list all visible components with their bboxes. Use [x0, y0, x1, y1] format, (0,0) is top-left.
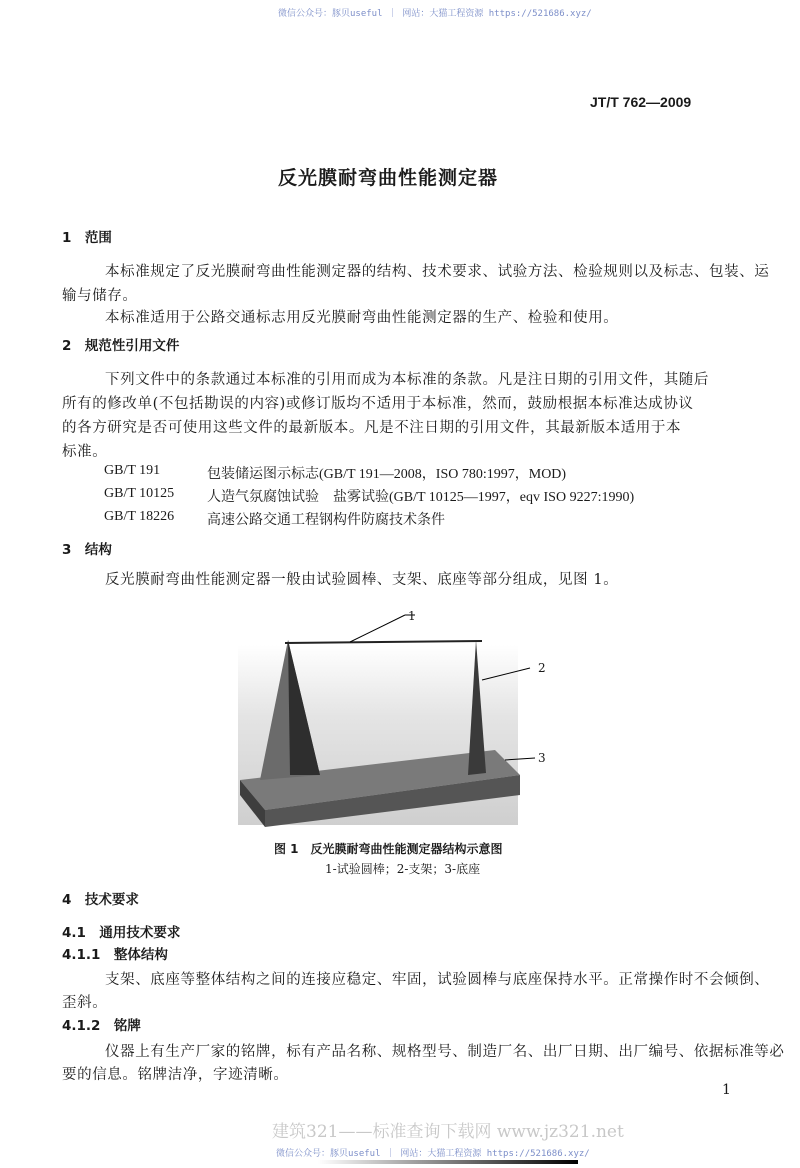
- paragraph: 所有的修改单(不包括勘误的内容)或修订版均不适用于本标准，然而，鼓励根据本标准达成协议: [62, 396, 694, 412]
- section-3-heading: 3 结构: [62, 542, 112, 558]
- paragraph: 反光膜耐弯曲性能测定器一般由试验圆棒、支架、底座等部分组成，见图 1。: [105, 572, 619, 588]
- ref-code: GB/T 191: [104, 463, 161, 478]
- ref-title: 人造气氛腐蚀试验 盐雾试验(GB/T 10125—1997，eqv ISO 9227:1990): [207, 490, 635, 505]
- section-2-heading: 2 规范性引用文件: [62, 338, 180, 354]
- ref-code: GB/T 18226: [104, 509, 175, 524]
- paragraph: 支架、底座等整体结构之间的连接应稳定、牢固，试验圆棒与底座保持水平。正常操作时不会倾倒、: [105, 972, 770, 988]
- paragraph: 的各方研究是否可使用这些文件的最新版本。凡是不注日期的引用文件，其最新版本适用于本: [62, 420, 682, 436]
- figure-label-2: 2: [538, 661, 546, 675]
- paragraph: 标准。: [62, 444, 108, 460]
- section-4-1-2-heading: 4.1.2 铭牌: [62, 1018, 141, 1034]
- watermark-bottom: 建筑321——标准查询下载网 www.jz321.net: [272, 1122, 624, 1142]
- ref-title: 高速公路交通工程钢构件防腐技术条件: [207, 513, 445, 528]
- page-title: 反光膜耐弯曲性能测定器: [278, 167, 499, 189]
- paragraph: 仪器上有生产厂家的铭牌，标有产品名称、规格型号、制造厂名、出厂日期、出厂编号、依据标准等必: [105, 1044, 785, 1060]
- section-1-heading: 1 范围: [62, 230, 112, 246]
- watermark-top: 微信公众号：豚贝useful ｜ 网站：大猫工程资源 https://521686.xyz/: [278, 9, 592, 19]
- paragraph: 本标准适用于公路交通标志用反光膜耐弯曲性能测定器的生产、检验和使用。: [105, 310, 619, 326]
- figure-label-1: 1: [408, 609, 416, 623]
- figure-caption: 图 1 反光膜耐弯曲性能测定器结构示意图: [274, 842, 503, 856]
- ref-code: GB/T 10125: [104, 486, 175, 501]
- paragraph: 本标准规定了反光膜耐弯曲性能测定器的结构、技术要求、试验方法、检验规则以及标志、包装、运: [105, 264, 770, 280]
- watermark-bottom-2: 微信公众号：豚贝useful ｜ 网站：大猫工程资源 https://521686.xyz/: [276, 1149, 590, 1159]
- standard-number: JT/T 762—2009: [590, 94, 692, 110]
- section-4-heading: 4 技术要求: [62, 892, 139, 908]
- page-number: 1: [722, 1082, 731, 1098]
- paragraph: 要的信息。铭牌洁净，字迹清晰。: [62, 1067, 289, 1083]
- paragraph: 歪斜。: [62, 995, 108, 1011]
- figure-label-3: 3: [538, 751, 546, 765]
- scan-edge: [318, 1160, 578, 1164]
- test-rod: [285, 641, 482, 643]
- paragraph: 输与储存。: [62, 288, 138, 304]
- section-4-1-heading: 4.1 通用技术要求: [62, 925, 181, 941]
- section-4-1-1-heading: 4.1.1 整体结构: [62, 947, 168, 963]
- ref-title: 包装储运图示标志(GB/T 191—2008，ISO 780:1997，MOD): [207, 467, 567, 482]
- paragraph: 下列文件中的条款通过本标准的引用而成为本标准的条款。凡是注日期的引用文件，其随后: [105, 372, 709, 388]
- figure-1-photo: [230, 605, 570, 830]
- figure-legend: 1-试验圆棒；2-支架；3-底座: [325, 862, 481, 876]
